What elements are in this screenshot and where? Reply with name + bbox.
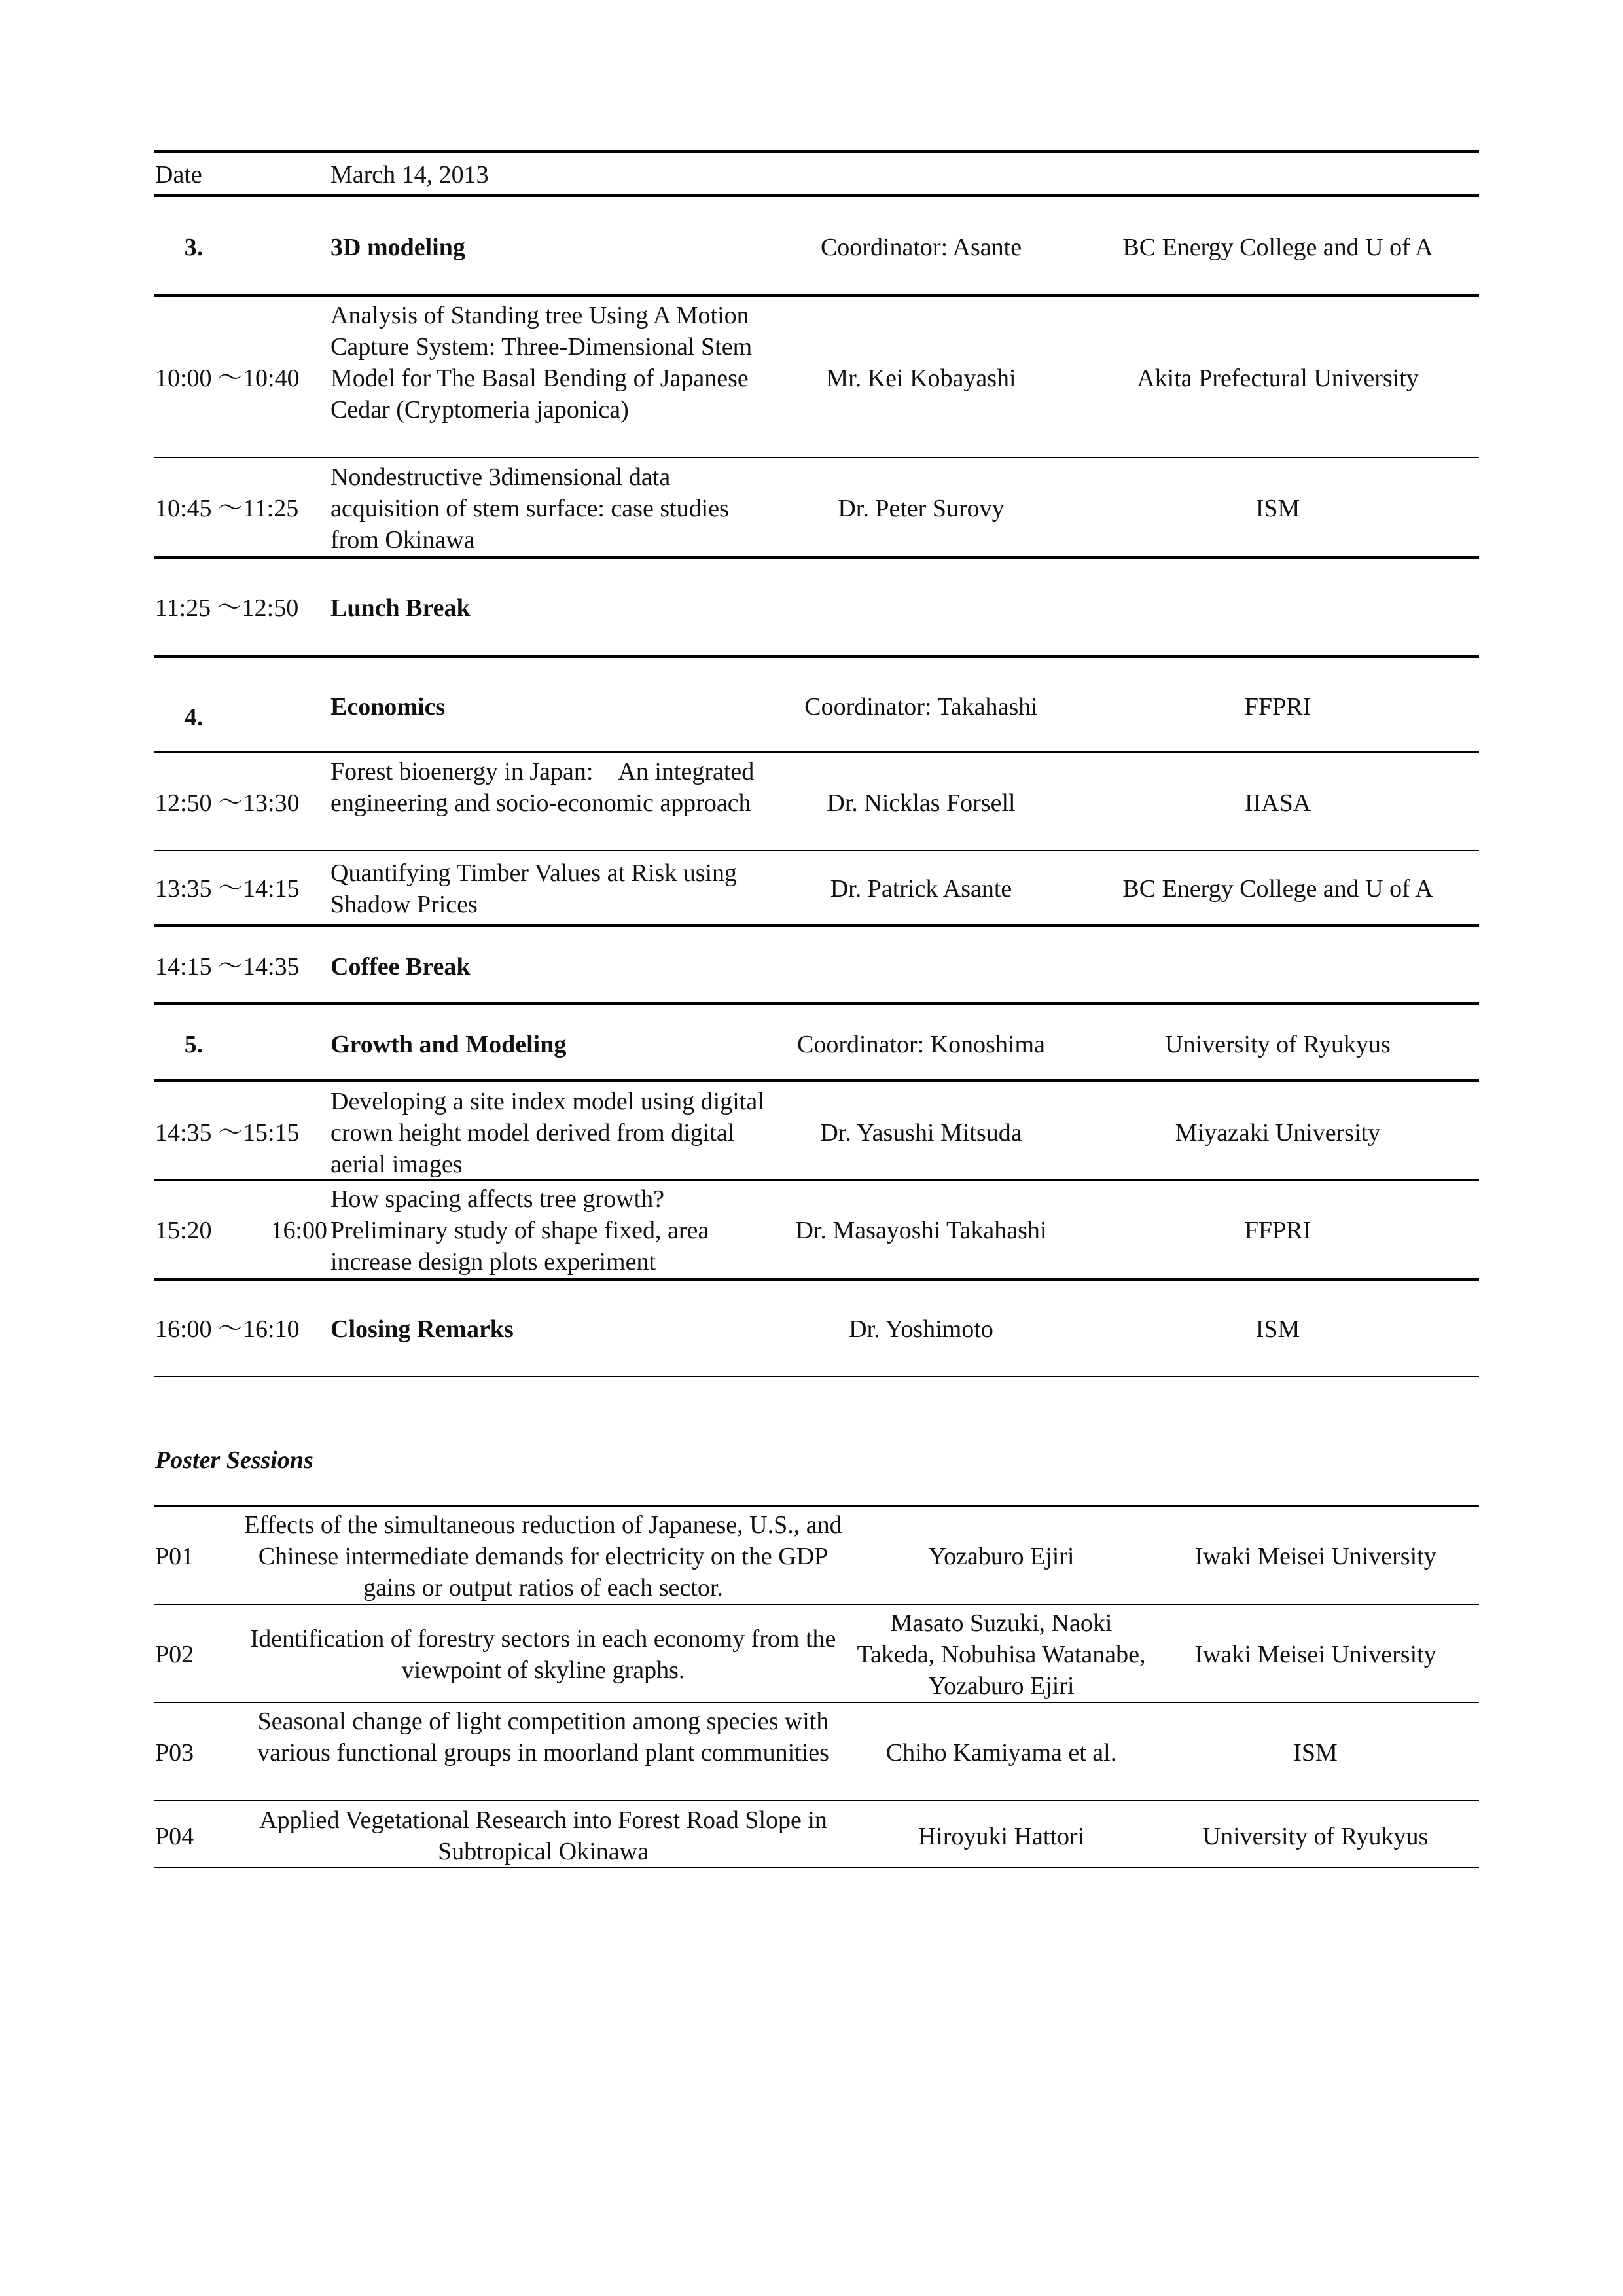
poster-authors: Masato Suzuki, Naoki Takeda, Nobuhisa Watanabe, Yozaburo Ejiri	[857, 1609, 1146, 1700]
section-affiliation: University of Ryukyus	[1165, 1031, 1391, 1058]
poster-title: Applied Vegetational Research into Forest Road Slope in Subtropical Okinawa	[259, 1806, 827, 1865]
poster-title: Seasonal change of light competition among species with various functional groups in moorland plant communities	[257, 1708, 829, 1767]
rule	[154, 194, 1479, 197]
section-title: 3D modeling	[330, 234, 465, 261]
poster-title: Identification of forestry sectors in each economy from the viewpoint of skyline graphs.	[250, 1625, 836, 1684]
poster-id: P04	[155, 1823, 194, 1850]
talk-time: 14:35 ～15:15	[155, 1119, 300, 1147]
section-number: 3.	[184, 234, 204, 261]
rule	[154, 1278, 1479, 1281]
talk-title: Nondestructive 3dimensional data acquisition of stem surface: case studies from Okinawa	[330, 463, 729, 554]
section-affiliation: FFPRI	[1244, 693, 1311, 721]
section-coordinator: Coordinator: Konoshima	[797, 1031, 1045, 1058]
rule	[154, 655, 1479, 658]
poster-affiliation: Iwaki Meisei University	[1194, 1641, 1436, 1668]
talk-affiliation: BC Energy College and U of A	[1122, 875, 1433, 903]
rule	[154, 1179, 1479, 1181]
poster-affiliation: University of Ryukyus	[1202, 1823, 1429, 1850]
talk-time: 10:45 ～11:25	[155, 495, 299, 522]
rule	[154, 1702, 1479, 1703]
poster-authors: Hiroyuki Hattori	[918, 1823, 1085, 1850]
poster-id: P01	[155, 1543, 194, 1570]
poster-title: Effects of the simultaneous reduction of Japanese, U.S., and Chinese intermediate demands for electricity on the GDP gains or output ratios of each sector.	[244, 1511, 842, 1602]
rule	[154, 1505, 1479, 1507]
rule	[154, 294, 1479, 297]
break-time: 14:15 ～14:35	[155, 953, 300, 980]
section-title: Growth and Modeling	[330, 1031, 567, 1058]
poster-authors: Chiho Kamiyama et al.	[885, 1739, 1117, 1767]
talk-title: Quantifying Timber Values at Risk using Shadow Prices	[330, 859, 738, 918]
poster-affiliation: Iwaki Meisei University	[1194, 1543, 1436, 1570]
talk-time-end: 16:00	[270, 1217, 327, 1244]
talk-affiliation: FFPRI	[1244, 1217, 1311, 1244]
talk-speaker: Dr. Peter Surovy	[838, 495, 1005, 522]
talk-speaker: Dr. Yasushi Mitsuda	[820, 1119, 1022, 1147]
talk-speaker: Mr. Kei Kobayashi	[826, 365, 1016, 392]
poster-id: P03	[155, 1739, 194, 1767]
talk-time-start: 15:20	[155, 1217, 212, 1244]
poster-id: P02	[155, 1641, 194, 1668]
talk-affiliation: Miyazaki University	[1175, 1119, 1381, 1147]
section-coordinator: Coordinator: Asante	[820, 234, 1022, 261]
rule	[154, 150, 1479, 153]
talk-time: 12:50 ～13:30	[155, 789, 300, 817]
talk-time: 13:35 ～14:15	[155, 875, 300, 903]
rule	[154, 1800, 1479, 1801]
section-title: Economics	[330, 693, 446, 721]
section-number: 5.	[184, 1031, 204, 1058]
talk-speaker: Dr. Masayoshi Takahashi	[795, 1217, 1047, 1244]
rule	[154, 1002, 1479, 1005]
talk-time: 10:00 ～10:40	[155, 365, 300, 392]
talk-speaker: Dr. Patrick Asante	[830, 875, 1012, 903]
section-coordinator: Coordinator: Takahashi	[804, 693, 1038, 721]
talk-title: Analysis of Standing tree Using A Motion Capture System: Three-Dimensional Stem Model for The Basal Bending of Japanese Cedar (Cryptomeria japonica)	[330, 302, 753, 423]
talk-speaker: Dr. Nicklas Forsell	[827, 789, 1016, 817]
rule	[154, 1079, 1479, 1082]
section-affiliation: BC Energy College and U of A	[1122, 234, 1433, 261]
rule	[154, 1867, 1479, 1868]
closing-speaker: Dr. Yoshimoto	[849, 1316, 993, 1343]
date-value: March 14, 2013	[330, 161, 489, 188]
poster-sessions-heading: Poster Sessions	[155, 1446, 313, 1474]
break-time: 11:25 ～12:50	[155, 594, 299, 622]
poster-authors: Yozaburo Ejiri	[928, 1543, 1075, 1570]
break-label: Lunch Break	[330, 594, 471, 622]
date-label: Date	[155, 161, 202, 188]
talk-affiliation: Akita Prefectural University	[1137, 365, 1419, 392]
break-label: Coffee Break	[330, 953, 471, 980]
rule	[154, 751, 1479, 753]
talk-title: Developing a site index model using digital crown height model derived from digital aerial images	[330, 1088, 764, 1178]
closing-time: 16:00 ～16:10	[155, 1316, 300, 1343]
talk-title: Forest bioenergy in Japan: An integrated engineering and socio-economic approach	[330, 758, 755, 817]
rule	[154, 924, 1479, 927]
rule	[154, 1376, 1479, 1377]
rule	[154, 1604, 1479, 1605]
poster-affiliation: ISM	[1293, 1739, 1338, 1767]
closing-affiliation: ISM	[1255, 1316, 1300, 1343]
section-number: 4.	[184, 704, 204, 731]
talk-affiliation: IIASA	[1244, 789, 1311, 817]
rule	[154, 850, 1479, 851]
closing-label: Closing Remarks	[330, 1316, 514, 1343]
talk-affiliation: ISM	[1255, 495, 1300, 522]
rule	[154, 556, 1479, 559]
talk-title: How spacing affects tree growth? Preliminary study of shape fixed, area increase design plots experiment	[330, 1185, 709, 1276]
rule	[154, 457, 1479, 458]
